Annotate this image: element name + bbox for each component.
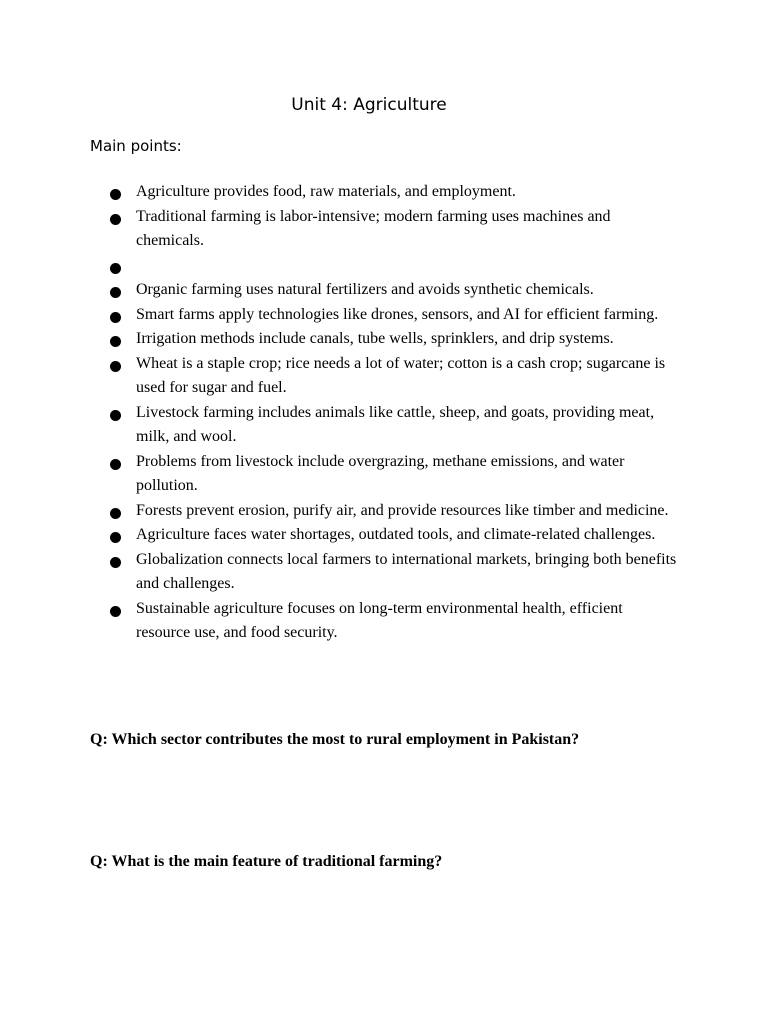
- list-item-text: Traditional farming is labor-intensive; modern farming uses machines and chemicals.: [136, 207, 611, 249]
- bullet-dot-icon: [110, 361, 121, 372]
- list-item: [108, 205, 678, 254]
- question-traditional-farming: Q: What is the main feature of traditional farming?: [90, 853, 443, 870]
- list-item-text: Livestock farming includes animals like cattle, sheep, and goats, providing meat, milk, and wool.: [136, 403, 655, 445]
- list-item-text: Forests prevent erosion, purify air, and provide resources like timber and medicine.: [136, 501, 669, 519]
- list-item-text: Problems from livestock include overgrazing, methane emissions, and water pollution.: [136, 452, 625, 494]
- list-item: [108, 548, 678, 597]
- list-item: [108, 499, 678, 524]
- bullet-dot-icon: [110, 459, 121, 470]
- bullet-dot-icon: [110, 287, 121, 298]
- bullet-dot-icon: [110, 214, 121, 225]
- list-item-text: Sustainable agriculture focuses on long-term environmental health, efficient resource use, and food security.: [136, 599, 623, 641]
- list-item: [108, 352, 678, 401]
- bullet-dot-icon: [110, 606, 121, 617]
- list-item-text: Globalization connects local farmers to international markets, bringing both benefits and challenges.: [136, 550, 677, 592]
- bullet-dot-icon: [110, 410, 121, 421]
- bullet-dot-icon: [110, 508, 121, 519]
- list-item-text: Smart farms apply technologies like drones, sensors, and AI for efficient farming.: [136, 305, 659, 323]
- list-item: [108, 450, 678, 499]
- section-heading: Main points:: [90, 137, 182, 155]
- list-item: [108, 597, 678, 646]
- bullet-dot-icon: [110, 189, 121, 200]
- list-item: [108, 303, 678, 328]
- list-item: [108, 327, 678, 352]
- list-item: [108, 254, 678, 279]
- page-title: Unit 4: Agriculture: [291, 95, 447, 115]
- list-item: [108, 401, 678, 450]
- list-item: [108, 180, 678, 205]
- question-rural-employment: Q: Which sector contributes the most to rural employment in Pakistan?: [90, 731, 580, 748]
- bullet-dot-icon: [110, 336, 121, 347]
- bullet-dot-icon: [110, 532, 121, 543]
- bullet-dot-icon: [110, 312, 121, 323]
- main-points-list: [108, 180, 678, 646]
- list-item-text: Agriculture provides food, raw materials, and employment.: [136, 183, 516, 200]
- list-item-text: Wheat is a staple crop; rice needs a lot of water; cotton is a cash crop; sugarcane is used for sugar and fuel.: [136, 354, 666, 396]
- list-item-text: Organic farming uses natural fertilizers and avoids synthetic chemicals.: [136, 281, 594, 298]
- list-item: [108, 278, 678, 303]
- list-item: [108, 523, 678, 548]
- bullet-dot-icon: [110, 263, 121, 274]
- bullet-dot-icon: [110, 557, 121, 568]
- list-item-text: Agriculture faces water shortages, outdated tools, and climate-related challenges.: [136, 526, 656, 543]
- list-item-text: Irrigation methods include canals, tube wells, sprinklers, and drip systems.: [136, 330, 614, 347]
